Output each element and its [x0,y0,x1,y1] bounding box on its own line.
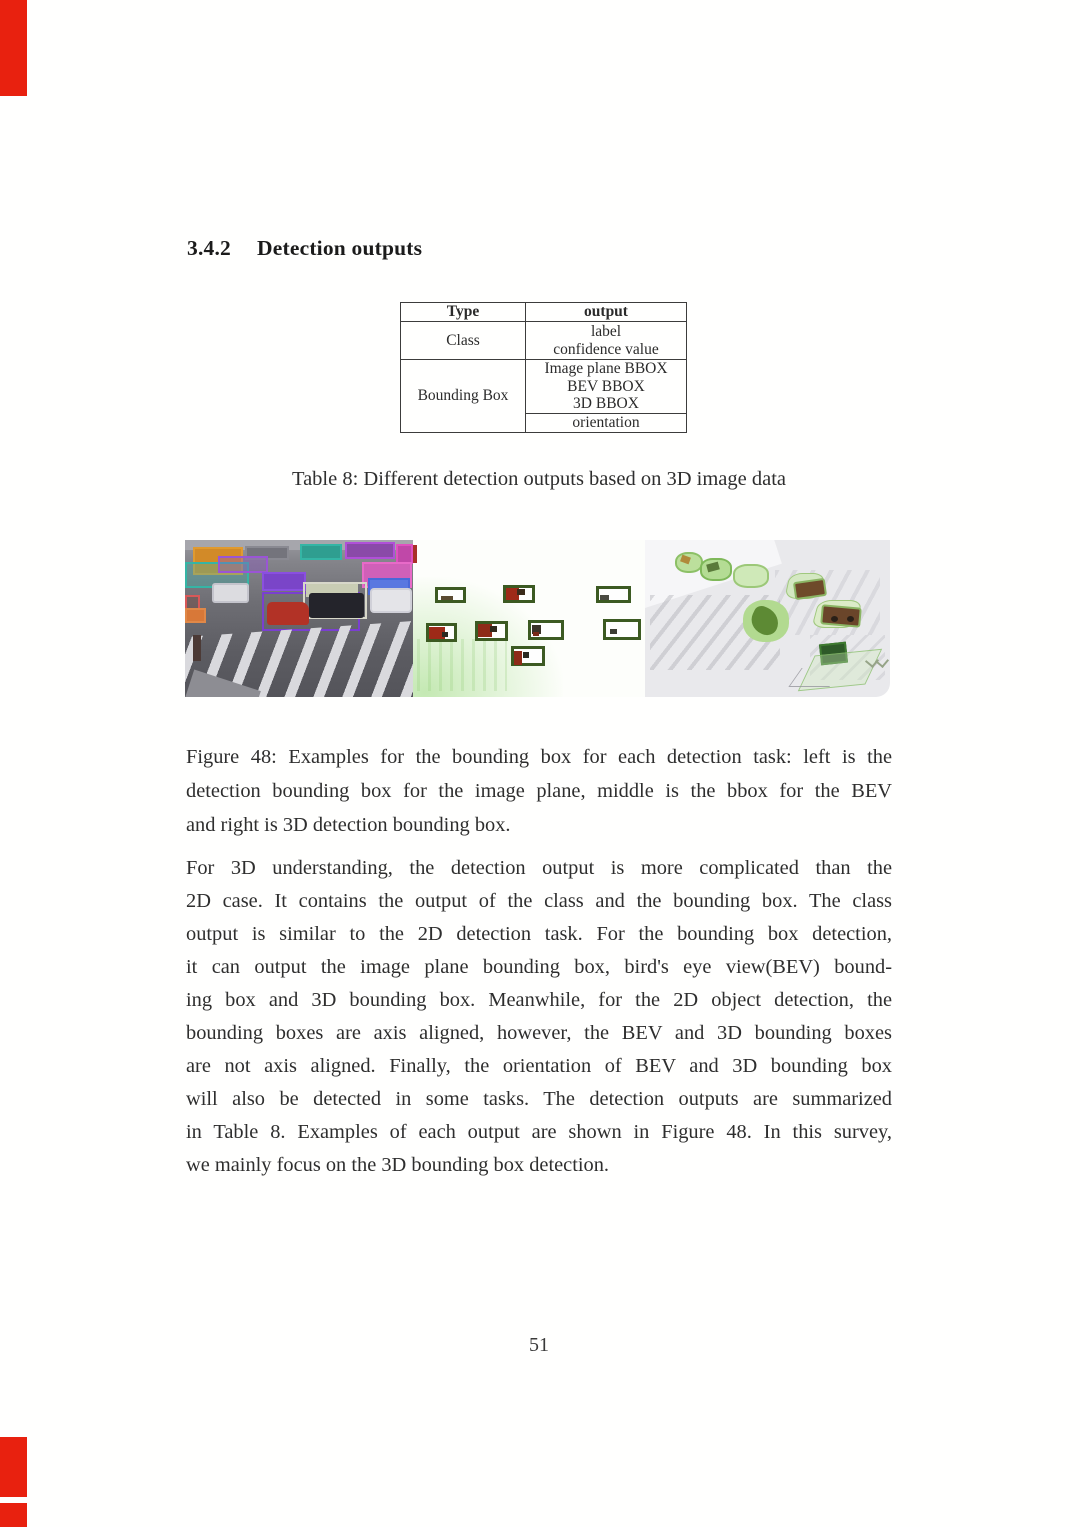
table-header-row [401,303,687,322]
output-image-plane-bbox: Image plane BBOX [544,360,668,378]
header-output: output [526,303,687,322]
bev-content [442,632,448,637]
car-shape [820,604,862,627]
bbox-overlay-purple-bus [345,542,395,559]
bev-bbox [511,646,545,666]
figure-caption-line: Figure 48: Examples for the bounding box for each detection task: left is the [186,746,892,768]
white-sedan-shape [370,588,412,613]
output-bev-bbox: BEV BBOX [567,377,645,395]
output-confidence: confidence value [553,340,659,358]
bev-content [523,652,529,658]
red-edge-artifact [413,545,417,563]
body-line: are not axis aligned. Finally, the orientation of BEV and 3D bounding box [186,1055,892,1077]
body-line: will also be detected in some tasks. The detection outputs are summarized [186,1088,892,1110]
table-row [401,360,687,414]
body-line: bounding boxes are axis aligned, however, the BEV and 3D bounding boxes [186,1022,892,1044]
green-streaks [417,639,507,691]
body-line: in Table 8. Examples of each output are shown in Figure 48. In this survey, [186,1121,892,1143]
detection-outputs-table [400,302,687,433]
output-3d-bbox: 3D BBOX [573,395,639,413]
table-row [401,322,687,360]
figure-image-plane-detection [185,540,413,697]
cell-class: Class [401,322,526,360]
red-edge-mark-corner [0,1503,27,1527]
figure-bev-detection [413,540,645,697]
bev-content [610,629,617,634]
body-line: For 3D understanding, the detection output is more complicated than the [186,857,892,879]
bbox-overlay-magenta [396,544,413,564]
red-car-shape [267,602,309,625]
bev-bbox [426,623,457,642]
pedestrian-shape [193,635,201,661]
dark-suv-shape [309,593,364,618]
bev-bbox [528,620,564,640]
bev-content [600,595,609,600]
section-number: 3.4.2 [187,236,231,260]
bev-bbox [435,587,466,603]
figure-3d-detection [645,540,890,697]
wheel-shape [831,616,838,622]
body-line: we mainly focus on the 3D bounding box detection. [186,1154,610,1176]
table-caption: Table 8: Different detection outputs based on 3D image data [291,468,787,490]
bev-content [441,596,453,600]
header-type: Type [401,303,526,322]
red-edge-mark-top [0,0,27,96]
white-car-shape [212,583,249,603]
body-line: output is similar to the 2D detection task. For the bounding box detection, [186,923,892,945]
bev-content [490,626,497,632]
page-number: 51 [529,1334,549,1356]
section-heading [187,236,422,261]
bev-content [533,632,539,636]
bev-bbox [596,586,631,603]
figure-caption-line: detection bounding box for the image plane, middle is the bbox for the BEV [186,780,892,802]
bev-content [517,589,525,595]
cell-bounding-box: Bounding Box [401,360,526,433]
pedestrian-shape-orange [185,608,206,623]
bev-content [514,651,522,665]
wheel-shape [847,616,854,622]
cell-bbox-outputs [526,360,687,414]
green-cluster [733,564,769,588]
cell-class-outputs [526,322,687,360]
bev-bbox [603,619,641,640]
bbox-overlay-purple [218,556,268,573]
body-line: ing box and 3D bounding box. Meanwhile, for the 2D object detection, the [186,989,892,1011]
cell-orientation: orientation [526,414,687,433]
bbox-overlay-violet [262,572,306,591]
body-line: 2D case. It contains the output of the class and the bounding box. The class [186,890,892,912]
bev-bbox [503,585,535,603]
output-label: label [590,323,622,340]
bev-bbox [475,621,508,641]
bbox-overlay-teal-bus [300,544,342,560]
section-title: Detection outputs [257,236,423,260]
red-edge-mark-bottom [0,1437,27,1497]
figure-caption-line: and right is 3D detection bounding box. [186,814,511,836]
body-line: it can output the image plane bounding box, bird's eye view(BEV) bound- [186,956,892,978]
